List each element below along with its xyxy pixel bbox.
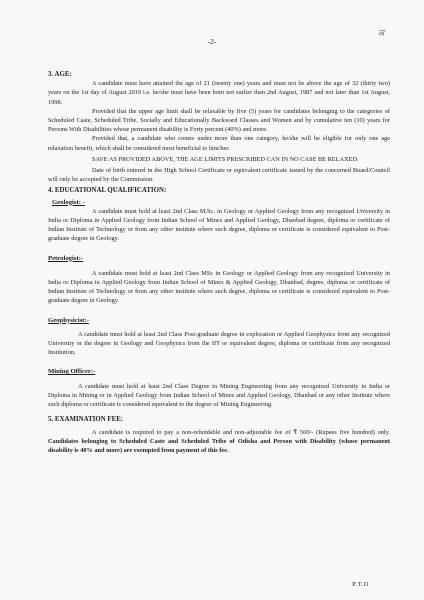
fee-text-plain: A candidate is required to pay a non-refundable and non-adjustable fee of ₹ 500/- (Rupees five hundred) only. xyxy=(92,428,390,436)
page-footer-pto: P.T.O xyxy=(352,581,369,588)
document-body xyxy=(48,70,390,455)
age-paragraph-2: Provided that the upper age limit shall be relaxable by five (5) years for candidates belonging to the categories of Scheduled Caste, Scheduled Tribe, Socially and Educationally Backward Classes and Women and by cumulative ten (10) years for Persons With Disabilities whose permanent disability is Forty percent (40%) and more. xyxy=(48,107,390,134)
petrologist-text: A candidate must hold at least 2nd Class MSc in Geology or Applied Geology from any recognized University in India or Diploma in Applied Geology from Indian School of Mines & Applied Geology, Dhanbad, degree, diploma or certificate of Indian Institute of Technology or from any other institute where such degree, diploma or certificate is considered equivalent to Post-graduate degree in Geology. xyxy=(48,269,390,305)
fee-text-bold: Candidates belonging to Scheduled Caste and Scheduled Tribe of Odisha and Person with Disability (whose permanent disability is 40% and more) are exempted from payment of this fee. xyxy=(48,437,390,454)
section-education-heading: 4. EDUCATIONAL QUALIFICATION: xyxy=(48,187,167,195)
section-fee-heading: 5. EXAMINATION FEE: xyxy=(48,416,124,424)
geologist-label: Geologist: - xyxy=(52,198,85,206)
geophysicist-text: A candidate must hold at least 2nd Class Post-graduate degree in exploration or Applied Geophysics from any recognized University or the degree in Geology and Geophysics from the IIT or equivalent degree, diploma or certificate from any recognized Institution. xyxy=(48,330,390,357)
geophysicist-label: Geophysicist:- xyxy=(48,316,89,324)
fee-paragraph xyxy=(48,428,390,456)
page-number: -2- xyxy=(207,37,217,46)
age-paragraph-1: A candidate must have attained the age of 21 (twenty one) years and must not be above the age of 32 (thirty two) years on the 1st day of August 2019 i.e. he/she must have been born not earlier than 2nd August, 1987 and not later than 1st August, 1998. xyxy=(48,80,390,106)
handwritten-mark: ञ xyxy=(377,28,384,38)
geologist-text: A candidate must hold at least 2nd Class M.Sc. in Geology or Applied Geology from any recognized University in India or Diploma in Applied Geology from Indian School of Mines and Applied Geology, Dhanbad degree, diploma or certificate of Indian Institute of Technology or from any other institute where such degree, diploma or certificate is considered equivalent to Post-graduate degree in Geology. xyxy=(48,207,390,243)
section-age-heading: 3. AGE: xyxy=(48,71,72,78)
age-paragraph-5: Date of birth entered in the High School Certificate or equivalent certificate issued by the concerned Board/Council will only be accepted by the Commission. xyxy=(48,167,390,184)
petrologist-label: Petrologist:- xyxy=(48,254,84,262)
age-paragraph-3: Provided that, a candidate who comes under more than one category, he/she will be eligible for only one age relaxation benefit, which shall be considered most beneficial to him/her. xyxy=(48,135,390,152)
mining-officer-text: A candidate must hold at least 2nd Class Degree in Mining Engineering from any recognized University in India or Diploma in Mining or in Applied Geology from Indian School of Mines and Applied Geology, Dhanbad or any other Institute where such diploma or certificate is considered equivalent to the degree of Mining Engineering. xyxy=(48,382,390,409)
age-paragraph-4: SAVE AS PROVIDED ABOVE, THE AGE LIMITS PRESCRIBED CAN IN NO CASE BE RELAXED. xyxy=(92,155,359,163)
mining-officer-label: Mining Officer:- xyxy=(48,368,96,376)
